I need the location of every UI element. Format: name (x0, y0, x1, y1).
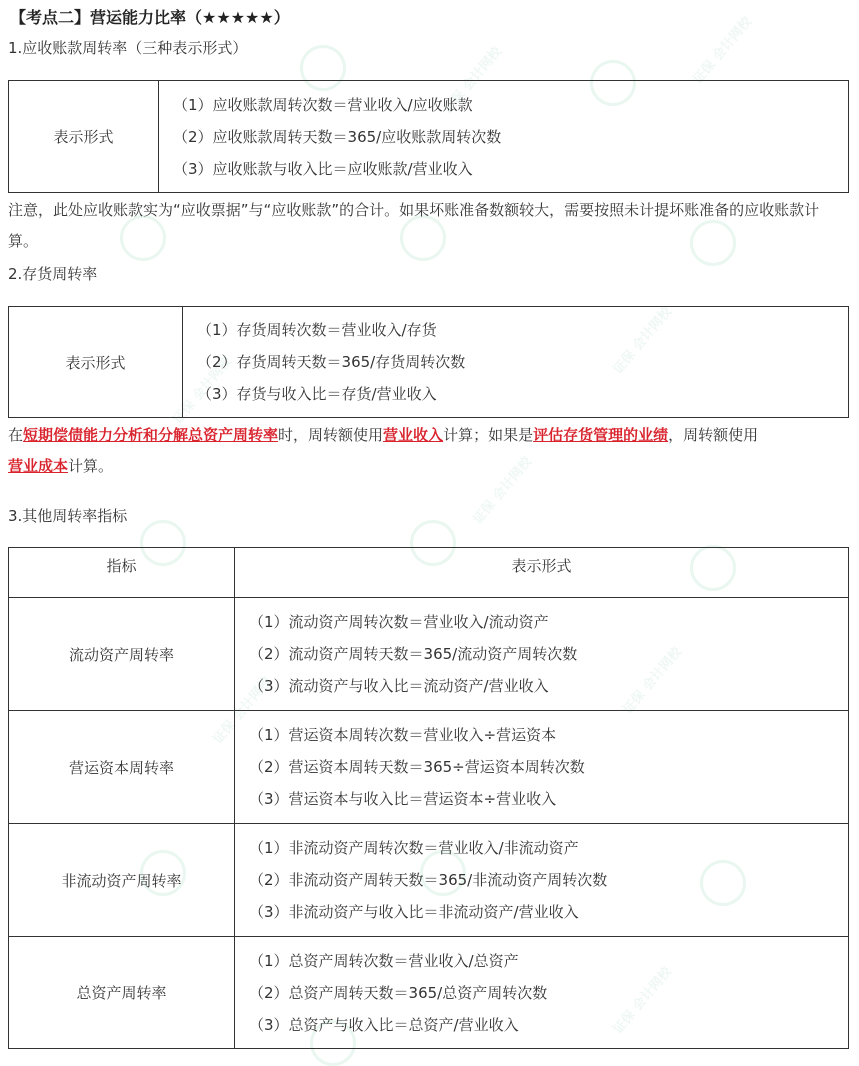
note-highlight: 营业成本 (8, 457, 69, 475)
inventory-table (8, 306, 849, 418)
note-text: 计算；如果是 (443, 426, 534, 444)
row-name: 营运资本周转率 (9, 711, 235, 824)
note-text: 计算。 (68, 457, 114, 475)
page-title: 【考点二】营运能力比率（★★★★★） (10, 8, 290, 27)
row-formulas (235, 937, 849, 1049)
section1-heading: 1.应收账款周转率（三种表示形式） (8, 39, 248, 57)
note-highlight: 营业收入 (383, 426, 444, 444)
inventory-formula-1: （1）存货周转次数＝营业收入/存货 (197, 321, 437, 339)
formula-line: （1）非流动资产周转次数＝营业收入/非流动资产 (249, 839, 579, 857)
watermark-text: 证保 会计网校 (620, 644, 686, 718)
receivables-label-cell (9, 81, 159, 193)
receivables-formulas-cell (159, 81, 849, 193)
section3-heading: 3.其他周转率指标 (8, 507, 128, 525)
formula-line: （3）流动资产与收入比＝流动资产/营业收入 (249, 677, 549, 695)
row-name: 流动资产周转率 (9, 598, 235, 711)
table-row (9, 824, 849, 937)
watermark-text: 证保 会计网校 (170, 354, 236, 428)
row-name: 非流动资产周转率 (9, 824, 235, 937)
formula-line: （1）流动资产周转次数＝营业收入/流动资产 (249, 613, 549, 631)
formula-line: （2）总资产周转天数＝365/总资产周转次数 (249, 983, 548, 1002)
receivables-formula-3: （3）应收账款与收入比＝应收账款/营业收入 (173, 159, 473, 178)
row-name: 总资产周转率 (9, 937, 235, 1049)
formula-line: （3）营运资本与收入比＝营运资本÷营业收入 (249, 790, 557, 808)
note-text: ，周转额使用 (668, 426, 759, 444)
watermark-text: 证保 会计网校 (210, 674, 276, 748)
watermark-text: 证保 会计网校 (690, 14, 756, 88)
section2-note (8, 420, 848, 482)
note-highlight: 短期偿债能力分析和分解总资产周转率 (23, 426, 279, 444)
inventory-formula-2: （2）存货周转天数＝365/存货周转次数 (197, 353, 466, 371)
row-formulas (235, 711, 849, 824)
formula-line: （1）总资产周转次数＝营业收入/总资产 (249, 951, 519, 970)
formula-line: （3）总资产与收入比＝总资产/营业收入 (249, 1015, 519, 1034)
note-text: 时，周转额使用 (278, 426, 384, 444)
note-highlight: 评估存货管理的业绩 (533, 426, 669, 444)
inventory-formula-3: （3）存货与收入比＝存货/营业收入 (197, 385, 437, 403)
table-header-row (9, 548, 849, 598)
watermark-text: 证保 会计网校 (610, 304, 676, 378)
section1-note: 注意，此处应收账款实为“应收票据”与“应收账款”的合计。如果坏账准备数额较大，需要按照未计提坏账准备的应收账款计算。 (8, 201, 820, 250)
table-row (9, 711, 849, 824)
section2-heading: 2.存货周转率 (8, 265, 98, 283)
formula-line: （1）营运资本周转次数＝营业收入÷营运资本 (249, 726, 557, 744)
inventory-label-cell (9, 307, 183, 418)
row-formulas (235, 598, 849, 711)
receivables-formula-1: （1）应收账款周转次数＝营业收入/应收账款 (173, 95, 473, 114)
receivables-label: 表示形式 (53, 128, 114, 146)
inventory-formulas-cell (183, 307, 849, 418)
table-row (9, 937, 849, 1049)
row-formulas (235, 824, 849, 937)
watermark-text: 证保 会计网校 (440, 44, 506, 118)
formula-line: （3）非流动资产与收入比＝非流动资产/营业收入 (249, 903, 579, 921)
other-turnover-table (8, 547, 849, 1049)
watermark-text: 证保 会计网校 (470, 454, 536, 528)
formula-line: （2）非流动资产周转天数＝365/非流动资产周转次数 (249, 871, 608, 889)
receivables-table (8, 80, 849, 193)
col-header-formula: 表示形式 (235, 548, 849, 598)
col-header-indicator: 指标 (9, 548, 235, 598)
inventory-label: 表示形式 (65, 353, 126, 372)
table-row (9, 598, 849, 711)
formula-line: （2）流动资产周转天数＝365/流动资产周转次数 (249, 645, 578, 663)
formula-line: （2）营运资本周转天数＝365÷营运资本周转次数 (249, 758, 585, 776)
note-text: 在 (8, 426, 24, 444)
receivables-formula-2: （2）应收账款周转天数＝365/应收账款周转次数 (173, 127, 502, 146)
watermark-text: 证保 会计网校 (610, 964, 676, 1038)
